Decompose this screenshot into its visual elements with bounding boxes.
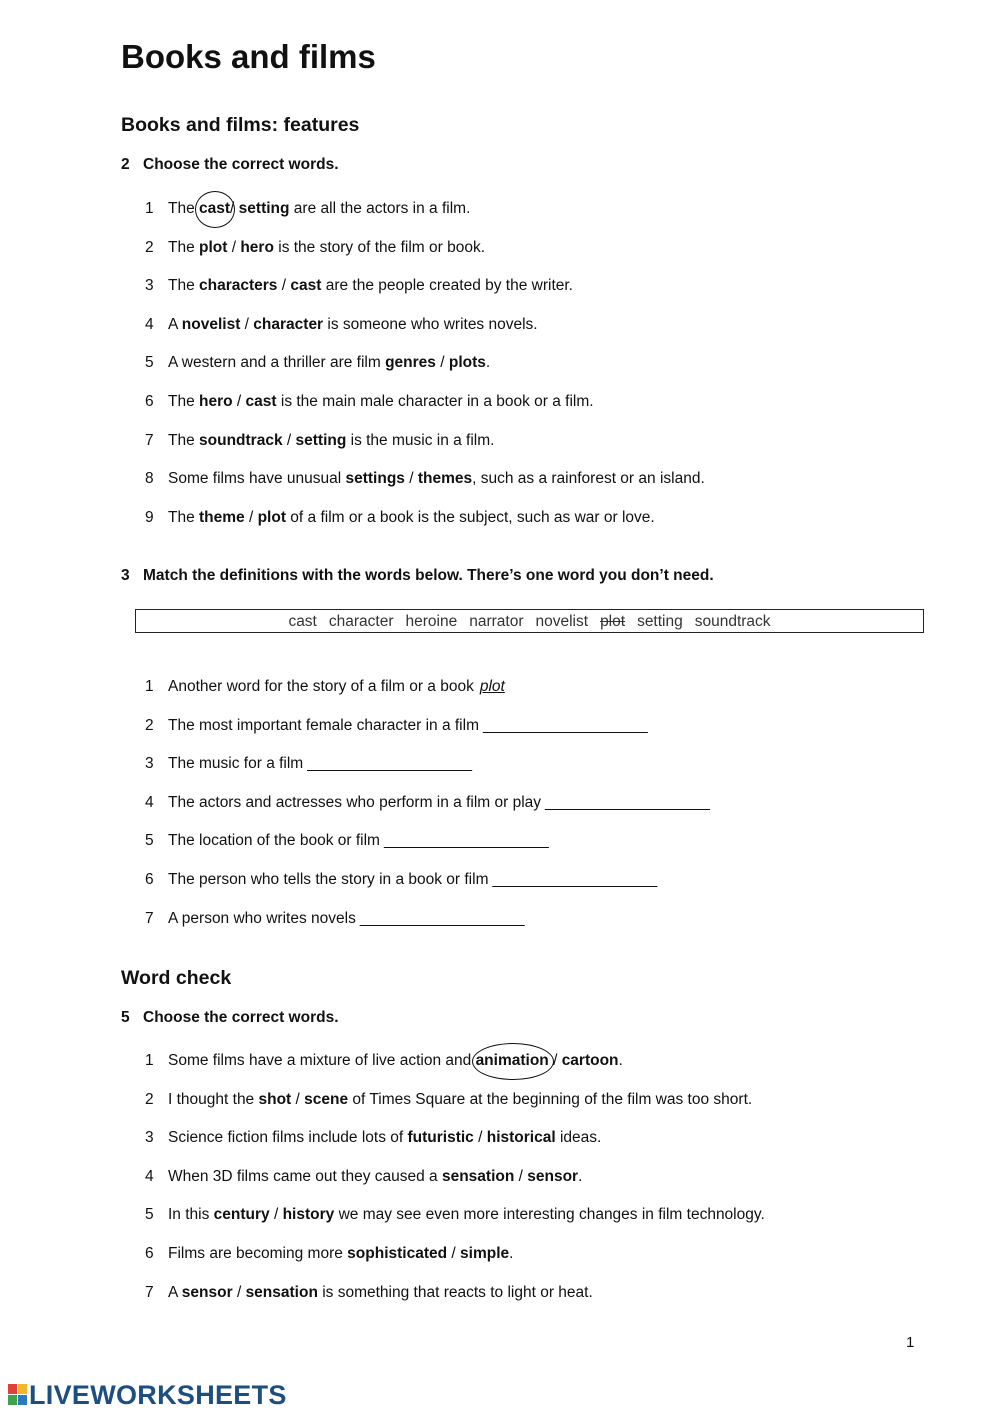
exercise-5-instruction <box>121 1009 339 1027</box>
word-option[interactable]: sensor <box>181 1284 233 1301</box>
word-bank-item: soundtrack <box>694 613 771 630</box>
sentence-text: The <box>168 200 200 217</box>
word-option[interactable]: simple <box>460 1245 510 1262</box>
item-number: 4 <box>145 316 154 333</box>
word-option[interactable]: sensation <box>245 1284 318 1301</box>
exercise-3-instruction <box>121 567 714 585</box>
list-item <box>145 509 655 527</box>
list-item <box>145 239 485 257</box>
list-item <box>145 432 494 450</box>
sentence-text: The <box>168 432 200 449</box>
definition-text: Another word for the story of a film or a book <box>168 678 474 695</box>
word-option[interactable]: plot <box>199 239 228 256</box>
answer-blank[interactable]: ____________________ <box>359 910 525 927</box>
page-number: 1 <box>906 1334 915 1351</box>
list-item <box>145 1091 752 1109</box>
sentence-text: / <box>277 277 291 294</box>
word-crossed-out: plot <box>600 613 626 630</box>
sentence-text: / <box>548 1052 562 1069</box>
sentence-text: are the people created by the writer. <box>321 277 573 294</box>
sentence-text: is something that reacts to light or heat. <box>317 1284 593 1301</box>
list-item <box>145 1206 765 1224</box>
sentence-text: / <box>269 1206 283 1223</box>
sentence-text: The <box>168 239 200 256</box>
list-item <box>145 277 573 295</box>
word-option[interactable]: themes <box>417 470 473 487</box>
sentence-text: / <box>404 470 418 487</box>
sentence-text: / <box>227 239 241 256</box>
sentence-text: of a film or a book is the subject, such as war or love. <box>286 509 655 526</box>
item-number: 3 <box>145 277 154 294</box>
word-option[interactable]: theme <box>199 509 245 526</box>
item-number: 1 <box>145 678 154 695</box>
word-option[interactable]: plots <box>448 354 486 371</box>
sentence-text: is someone who writes novels. <box>323 316 538 333</box>
list-item <box>145 1168 582 1186</box>
word-bank-item: cast <box>288 613 317 630</box>
liveworksheets-logo <box>8 1380 287 1411</box>
item-number: 6 <box>145 393 154 410</box>
sentence-text: is the story of the film or book. <box>273 239 485 256</box>
section-heading-features: Books and films: features <box>121 114 360 136</box>
item-number: 4 <box>145 794 154 811</box>
sentence-text: . <box>618 1052 623 1069</box>
word-bank-item: narrator <box>469 613 524 630</box>
logo-blocks-icon <box>8 1384 28 1406</box>
item-number: 7 <box>145 432 154 449</box>
sentence-text: The <box>168 277 200 294</box>
word-option-circled[interactable]: cast <box>199 200 231 217</box>
answer-blank[interactable]: ____________________ <box>492 871 657 888</box>
word-bank-item: heroine <box>405 613 458 630</box>
item-number: 4 <box>145 1168 154 1185</box>
item-number: 6 <box>145 1245 154 1262</box>
word-option[interactable]: setting <box>295 432 347 449</box>
sentence-text: of Times Square at the beginning of the film was too short. <box>348 1091 753 1108</box>
word-option[interactable]: characters <box>199 277 278 294</box>
sentence-text: A <box>168 316 182 333</box>
sentence-text: / <box>232 1284 246 1301</box>
sentence-text: / <box>232 393 246 410</box>
example-answer: plot <box>479 678 505 695</box>
item-number: 2 <box>145 717 154 734</box>
answer-blank[interactable]: ____________________ <box>545 794 710 811</box>
word-option[interactable]: scene <box>304 1091 349 1108</box>
exercise-number: 3 <box>121 567 130 584</box>
word-box <box>135 609 924 633</box>
exercise-2-instruction <box>121 156 339 174</box>
word-option[interactable]: character <box>253 316 324 333</box>
list-item <box>145 832 548 850</box>
list-item <box>145 393 594 411</box>
sentence-text: . <box>509 1245 514 1262</box>
answer-blank[interactable]: ____________________ <box>482 717 648 734</box>
definition-text: A person who writes novels <box>168 910 356 927</box>
word-option-circled[interactable]: animation <box>475 1052 549 1069</box>
list-item <box>145 717 647 735</box>
word-bank-item: character <box>328 613 394 630</box>
list-item <box>145 200 470 218</box>
item-number: 5 <box>145 832 154 849</box>
word-option[interactable]: cast <box>245 393 277 410</box>
sentence-text: . <box>578 1168 583 1185</box>
definition-text: The person who tells the story in a book or film <box>168 871 489 888</box>
word-option[interactable]: century <box>213 1206 270 1223</box>
item-number: 1 <box>145 1052 154 1069</box>
list-item <box>145 470 705 488</box>
list-item <box>145 1245 513 1263</box>
word-option[interactable]: historical <box>486 1129 556 1146</box>
sentence-text: Science fiction films include lots of <box>168 1129 408 1146</box>
list-item <box>145 316 538 334</box>
instruction-text: Match the definitions with the words below. There’s one word you don’t need. <box>143 567 714 584</box>
sentence-text: / <box>291 1091 305 1108</box>
list-item <box>145 1129 601 1147</box>
item-number: 8 <box>145 470 154 487</box>
item-number: 6 <box>145 871 154 888</box>
word-option[interactable]: setting <box>238 200 290 217</box>
word-bank-item: novelist <box>535 613 589 630</box>
sentence-text: I thought the <box>168 1091 259 1108</box>
sentence-text: Films are becoming more <box>168 1245 348 1262</box>
word-bank-item: setting <box>637 613 683 630</box>
exercise-number: 2 <box>121 156 130 173</box>
definition-text: The location of the book or film <box>168 832 380 849</box>
word-option[interactable]: futuristic <box>407 1129 474 1146</box>
sentence-text: / <box>447 1245 461 1262</box>
sentence-text: When 3D films came out they caused a <box>168 1168 442 1185</box>
item-number: 3 <box>145 755 154 772</box>
sentence-text: is the music in a film. <box>346 432 495 449</box>
list-item <box>145 1052 623 1070</box>
word-option[interactable]: history <box>282 1206 335 1223</box>
sentence-text: A western and a thriller are film <box>168 354 386 371</box>
item-number: 5 <box>145 1206 154 1223</box>
word-option[interactable]: sophisticated <box>347 1245 448 1262</box>
list-item <box>145 910 524 928</box>
word-option[interactable]: cast <box>290 277 322 294</box>
item-number: 5 <box>145 354 154 371</box>
definition-text: The most important female character in a film <box>168 717 479 734</box>
item-number: 2 <box>145 1091 154 1108</box>
sentence-text: The <box>168 509 200 526</box>
definition-text: The actors and actresses who perform in a film or play <box>168 794 542 811</box>
word-option[interactable]: cartoon <box>561 1052 619 1069</box>
sentence-text: / <box>282 432 296 449</box>
word-option[interactable]: settings <box>345 470 405 487</box>
item-number: 2 <box>145 239 154 256</box>
list-item <box>145 755 472 773</box>
word-option[interactable]: sensor <box>527 1168 579 1185</box>
list-item <box>145 354 490 372</box>
sentence-text: / <box>240 316 254 333</box>
sentence-text: / <box>514 1168 528 1185</box>
exercise-number: 5 <box>121 1009 130 1026</box>
word-option[interactable]: hero <box>199 393 233 410</box>
sentence-text: , such as a rainforest or an island. <box>472 470 705 487</box>
sentence-text: we may see even more interesting changes in film technology. <box>334 1206 765 1223</box>
sentence-text: / <box>244 509 258 526</box>
word-option[interactable]: shot <box>258 1091 292 1108</box>
item-number: 1 <box>145 200 154 217</box>
definition-text: The music for a film <box>168 755 304 772</box>
word-option[interactable]: genres <box>385 354 436 371</box>
item-number: 9 <box>145 509 154 526</box>
sentence-text: is the main male character in a book or a film. <box>276 393 594 410</box>
answer-blank[interactable]: ____________________ <box>307 755 472 772</box>
sentence-text: In this <box>168 1206 214 1223</box>
item-number: 7 <box>145 1284 154 1301</box>
section-heading-word-check: Word check <box>121 967 232 989</box>
answer-blank[interactable]: ____________________ <box>383 832 549 849</box>
sentence-text: / <box>473 1129 487 1146</box>
sentence-text: The <box>168 393 200 410</box>
sentence-text: A <box>168 1284 182 1301</box>
logo-text: LIVEWORKSHEETS <box>29 1380 287 1410</box>
list-item <box>145 678 505 696</box>
sentence-text: . <box>485 354 491 371</box>
sentence-text: / <box>435 354 449 371</box>
item-number: 3 <box>145 1129 154 1146</box>
page-title: Books and films <box>121 38 376 75</box>
word-option[interactable]: hero <box>240 239 274 256</box>
sentence-text: ideas. <box>555 1129 602 1146</box>
word-option[interactable]: soundtrack <box>199 432 283 449</box>
sentence-text: / <box>230 200 239 217</box>
sentence-text: Some films have unusual <box>168 470 346 487</box>
list-item <box>145 1284 593 1302</box>
word-option[interactable]: sensation <box>441 1168 515 1185</box>
word-option[interactable]: plot <box>257 509 286 526</box>
list-item <box>145 794 709 812</box>
sentence-text: Some films have a mixture of live action and <box>168 1052 476 1069</box>
instruction-text: Choose the correct words. <box>143 156 339 173</box>
sentence-text: are all the actors in a film. <box>289 200 471 217</box>
item-number: 7 <box>145 910 154 927</box>
instruction-text: Choose the correct words. <box>143 1009 339 1026</box>
list-item <box>145 871 657 889</box>
word-option[interactable]: novelist <box>181 316 241 333</box>
